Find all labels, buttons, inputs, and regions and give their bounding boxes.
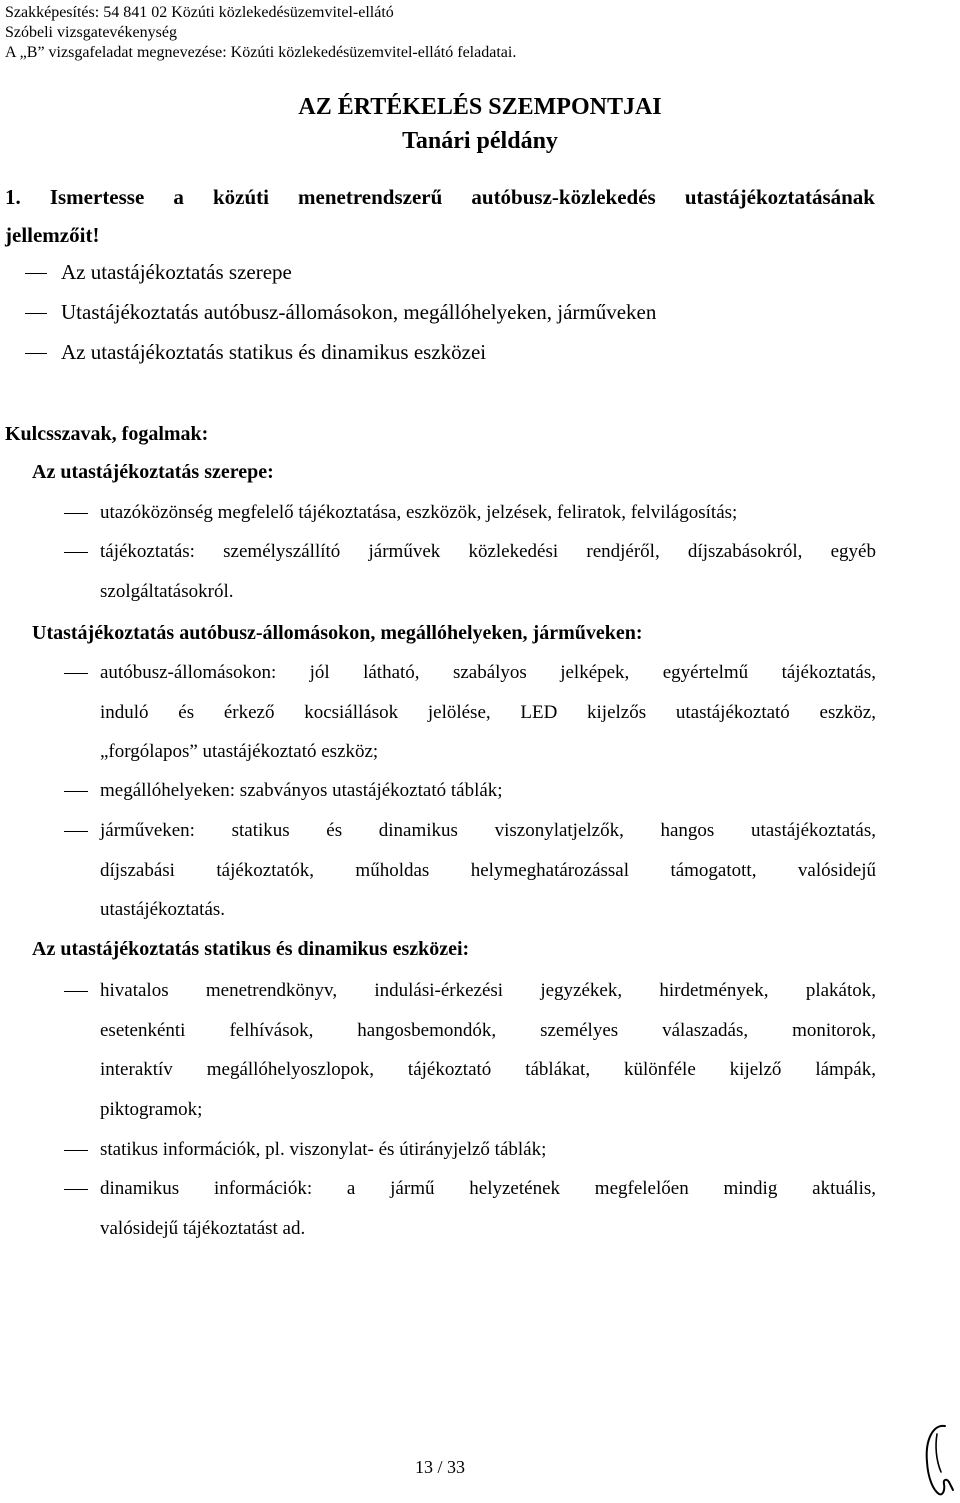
item-line: induló és érkező kocsiállások jelölése, LED kijelzős utastájékoztató eszköz, bbox=[100, 701, 876, 723]
item-line: piktogramok; bbox=[100, 1099, 203, 1121]
dash-bullet bbox=[64, 1189, 88, 1190]
dash-bullet bbox=[64, 991, 88, 992]
list-item bbox=[100, 532, 876, 611]
item-line: esetenkénti felhívások, hangosbemondók, személyes válaszadás, monitorok, bbox=[100, 1019, 876, 1041]
page-header bbox=[5, 3, 516, 63]
section-heading: Az utastájékoztatás szerepe: bbox=[32, 461, 274, 483]
item-line: utastájékoztatás. bbox=[100, 899, 226, 921]
item-line: „forgólapos” utastájékoztató eszköz; bbox=[100, 741, 379, 763]
item-line: autóbusz-állomásokon: jól látható, szabályos jelképek, egyértelmű tájékoztatás, bbox=[100, 662, 876, 683]
topic-item bbox=[25, 332, 486, 372]
dash-bullet bbox=[64, 513, 88, 514]
section-heading: Utastájékoztatás autóbusz-állomásokon, megállóhelyeken, járműveken: bbox=[32, 622, 643, 644]
header-qualification: Szakképesítés: 54 841 02 Közúti közlekedésüzemvitel-ellátó bbox=[5, 4, 394, 21]
list-item bbox=[100, 811, 876, 930]
item-line: valósidejű tájékoztatást ad. bbox=[100, 1217, 306, 1239]
item-line: dinamikus információk: a jármű helyzetének megfelelően mindig aktuális, bbox=[100, 1178, 876, 1199]
item-line: szolgáltatásokról. bbox=[100, 580, 234, 602]
handwritten-signature bbox=[915, 1420, 955, 1500]
header-task: A „B” vizsgafeladat megnevezése: Közúti közlekedésüzemvitel-ellátó feladatai. bbox=[5, 44, 517, 61]
header-activity: Szóbeli vizsgatevékenység bbox=[5, 24, 177, 41]
item-line: interaktív megállóhelyoszlopok, tájékoztató táblákat, különféle kijelző lámpák, bbox=[100, 1059, 876, 1081]
section-heading: Az utastájékoztatás statikus és dinamikus eszközei: bbox=[32, 938, 470, 960]
list-item bbox=[100, 653, 876, 772]
item-line: megállóhelyeken: szabványos utastájékoztató táblák; bbox=[100, 780, 503, 801]
dash-bullet bbox=[25, 313, 47, 314]
dash-bullet bbox=[25, 273, 47, 274]
item-line: tájékoztatás: személyszállító járművek közlekedési rendjéről, díjszabásokról, egyéb bbox=[100, 541, 876, 562]
question-line-1: 1. Ismertesse a közúti menetrendszerű autóbusz-közlekedés utastájékoztatásának bbox=[5, 185, 875, 209]
keywords-title: Kulcsszavak, fogalmak: bbox=[5, 423, 209, 445]
dash-bullet bbox=[64, 1150, 88, 1151]
item-line: hivatalos menetrendkönyv, indulási-érkezési jegyzékek, hirdetmények, plakátok, bbox=[100, 980, 876, 1001]
item-line: járműveken: statikus és dinamikus viszonylatjelzők, hangos utastájékoztatás, bbox=[100, 820, 876, 841]
page-number: 13 / 33 bbox=[414, 1457, 465, 1477]
list-item bbox=[100, 971, 876, 1130]
list-item bbox=[100, 1130, 876, 1170]
item-line: statikus információk, pl. viszonylat- és útirányjelző táblák; bbox=[100, 1139, 547, 1160]
question bbox=[5, 178, 875, 254]
title-sub: Tanári példány bbox=[402, 128, 558, 154]
title-main: AZ ÉRTÉKELÉS SZEMPONTJAI bbox=[298, 94, 662, 120]
dash-bullet bbox=[64, 673, 88, 674]
dash-bullet bbox=[25, 353, 47, 354]
topic-item bbox=[25, 292, 656, 332]
topic-text: Az utastájékoztatás statikus és dinamikus eszközei bbox=[61, 340, 487, 364]
list-item bbox=[100, 1169, 876, 1248]
topic-text: Utastájékoztatás autóbusz-állomásokon, megállóhelyeken, járműveken bbox=[61, 300, 657, 324]
item-line: utazóközönség megfelelő tájékoztatása, eszközök, jelzések, feliratok, felvilágosítás; bbox=[100, 502, 738, 523]
topic-text: Az utastájékoztatás szerepe bbox=[61, 260, 292, 284]
dash-bullet bbox=[64, 791, 88, 792]
item-line: díjszabási tájékoztatók, műholdas helymeghatározással támogatott, valósidejű bbox=[100, 859, 876, 881]
list-item bbox=[100, 771, 876, 811]
list-item bbox=[100, 493, 876, 533]
dash-bullet bbox=[64, 552, 88, 553]
question-line-2: jellemzőit! bbox=[5, 223, 100, 247]
topic-item bbox=[25, 252, 292, 292]
dash-bullet bbox=[64, 831, 88, 832]
document-title bbox=[0, 90, 960, 158]
